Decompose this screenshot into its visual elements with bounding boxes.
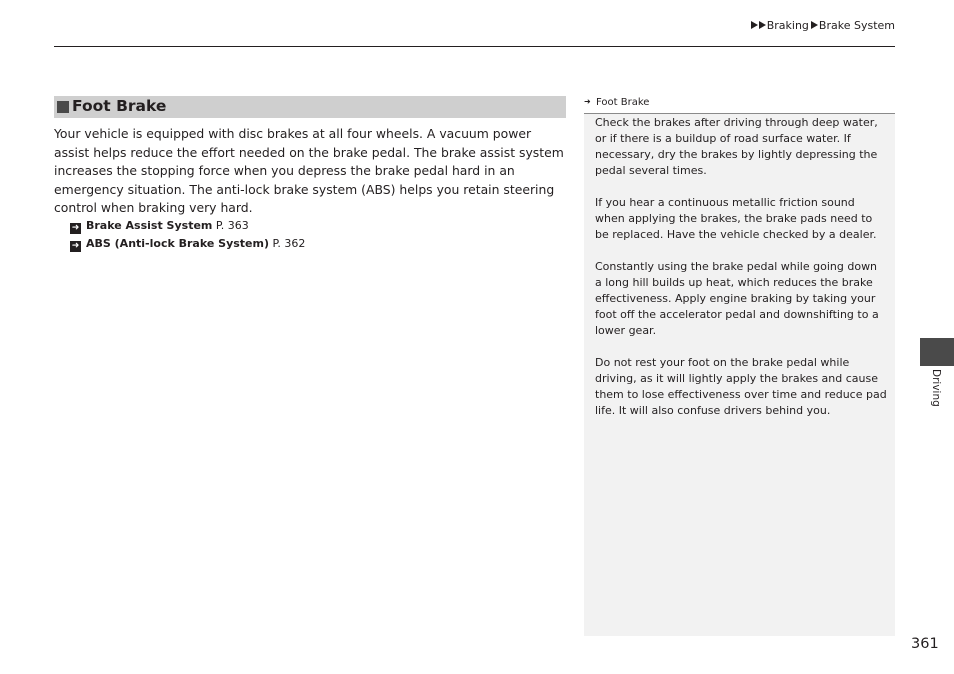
reference-link[interactable] [70,217,305,235]
arrow-icon [811,21,818,29]
chapter-tab-label-wrap [930,369,942,429]
section-header [54,96,566,118]
reference-page[interactable]: P. 363 [215,219,249,232]
square-bullet-icon [57,101,69,113]
arrow-icon [751,21,758,29]
sidebar-paragraph: Check the brakes after driving through deep water, or if there is a buildup of road surface water. If necessary, dry the brakes by lightly depressing the pedal several times. [595,116,878,178]
sidebar-paragraph: Do not rest your foot on the brake pedal while driving, as it will lightly apply the brakes and cause them to lose effectiveness over time and reduce pad life. It will also confuse drivers behind you. [595,355,887,417]
chapter-tab-label: Driving [930,369,942,407]
sidebar-paragraph: Constantly using the brake pedal while going down a long hill builds up heat, which reduces the brake effectiveness. Apply engine braking by taking your foot off the accelerator pedal and downshifting to a lower gear. [595,259,879,338]
sidebar-heading [584,96,895,114]
breadcrumb [751,19,895,32]
breadcrumb-item[interactable]: Braking [766,19,809,32]
arrow-right-icon: ➜ [71,241,80,251]
note-marker-icon: ➜ [584,97,591,106]
sidebar-heading-label: Foot Brake [596,97,650,108]
sidebar-paragraph: If you hear a continuous metallic friction sound when applying the brakes, the brake pads need to be replaced. Have the vehicle checked by a dealer. [595,195,877,242]
chapter-tab[interactable] [920,338,954,366]
sidebar-text [595,115,887,435]
section-body: Your vehicle is equipped with disc brakes at all four wheels. A vacuum power assist helps reduce the effort needed on the brake pedal. The brake assist system increases the stopping force when you depress the brake pedal hard in an emergency situation. The anti-lock brake system (ABS) helps you retain steering control when braking very hard. [54,126,564,216]
page-number: 361 [911,636,939,652]
section-title: Foot Brake [72,97,167,115]
header-divider [54,46,895,47]
reference-title[interactable]: ABS (Anti-lock Brake System) [86,237,269,250]
breadcrumb-item[interactable]: Brake System [818,19,895,32]
arrow-right-icon: ➜ [71,223,80,233]
reference-list [70,217,305,253]
sidebar-notes [584,96,895,636]
arrow-icon [759,21,766,29]
reference-title[interactable]: Brake Assist System [86,219,213,232]
reference-page[interactable]: P. 362 [272,237,306,250]
reference-link[interactable] [70,235,305,253]
